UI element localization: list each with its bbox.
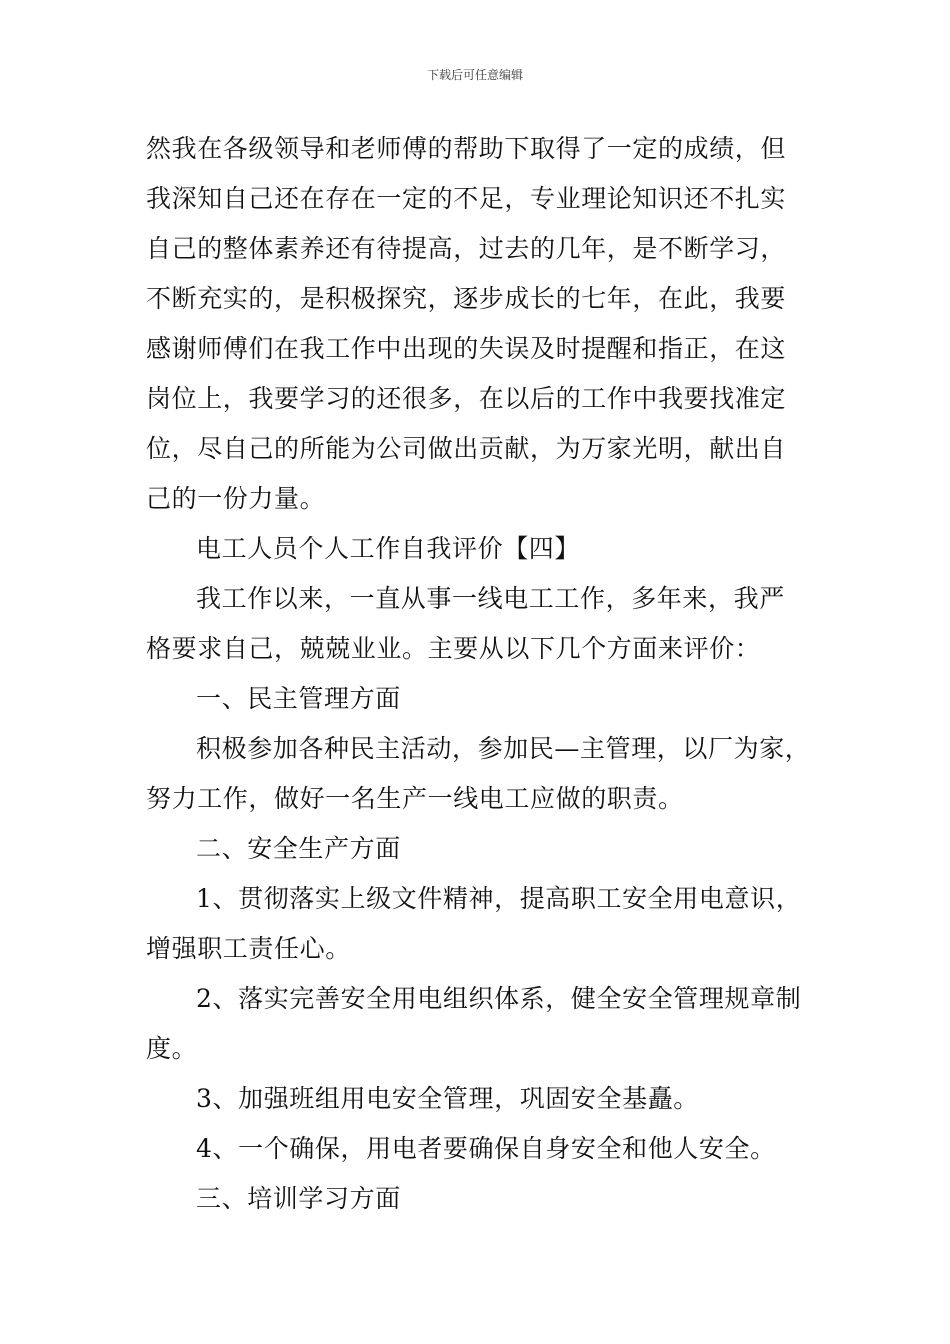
text-line: 积极参加各种民主活动，参加民—主管理，以厂为家，	[196, 734, 811, 763]
text-line: 不断充实的，是积极探究，逐步成长的七年，在此，我要	[146, 284, 787, 313]
text-line: 格要求自己，兢兢业业。主要从以下几个方面来评价：	[146, 634, 761, 663]
text-line: 4、一个确保，用电者要确保自身安全和他人安全。	[196, 1134, 776, 1163]
subsection-heading: 二、安全生产方面	[196, 834, 401, 863]
text-line: 增强职工责任心。	[146, 934, 351, 963]
subsection-heading: 三、培训学习方面	[196, 1184, 401, 1213]
text-line: 1、贯彻落实上级文件精神，提高职工安全用电意识，	[196, 884, 802, 913]
text-line: 然我在各级领导和老师傅的帮助下取得了一定的成绩，但	[146, 134, 787, 163]
subsection-heading: 一、民主管理方面	[196, 684, 401, 713]
section-heading: 电工人员个人工作自我评价【四】	[196, 534, 581, 563]
page-header: 下载后可任意编辑	[426, 68, 523, 82]
text-line: 己的一份力量。	[146, 484, 326, 513]
text-line: 我工作以来，一直从事一线电工工作，多年来，我严	[196, 584, 785, 613]
text-line: 2、落实完善安全用电组织体系，健全安全管理规章制	[196, 984, 802, 1013]
text-line: 我深知自己还在存在一定的不足，专业理论知识还不扎实	[146, 184, 787, 213]
text-line: 自己的整体素养还有待提高，过去的几年，是不断学习，	[146, 234, 787, 263]
text-line: 努力工作，做好一名生产一线电工应做的职责。	[146, 784, 684, 813]
text-line: 感谢师傅们在我工作中出现的失误及时提醒和指正，在这	[146, 334, 787, 363]
text-line: 度。	[146, 1034, 198, 1063]
text-line: 3、加强班组用电安全管理，巩固安全基矗。	[196, 1084, 699, 1113]
text-line: 岗位上，我要学习的还很多，在以后的工作中我要找准定	[146, 384, 787, 413]
text-line: 位，尽自己的所能为公司做出贡献，为万家光明，献出自	[146, 434, 787, 463]
